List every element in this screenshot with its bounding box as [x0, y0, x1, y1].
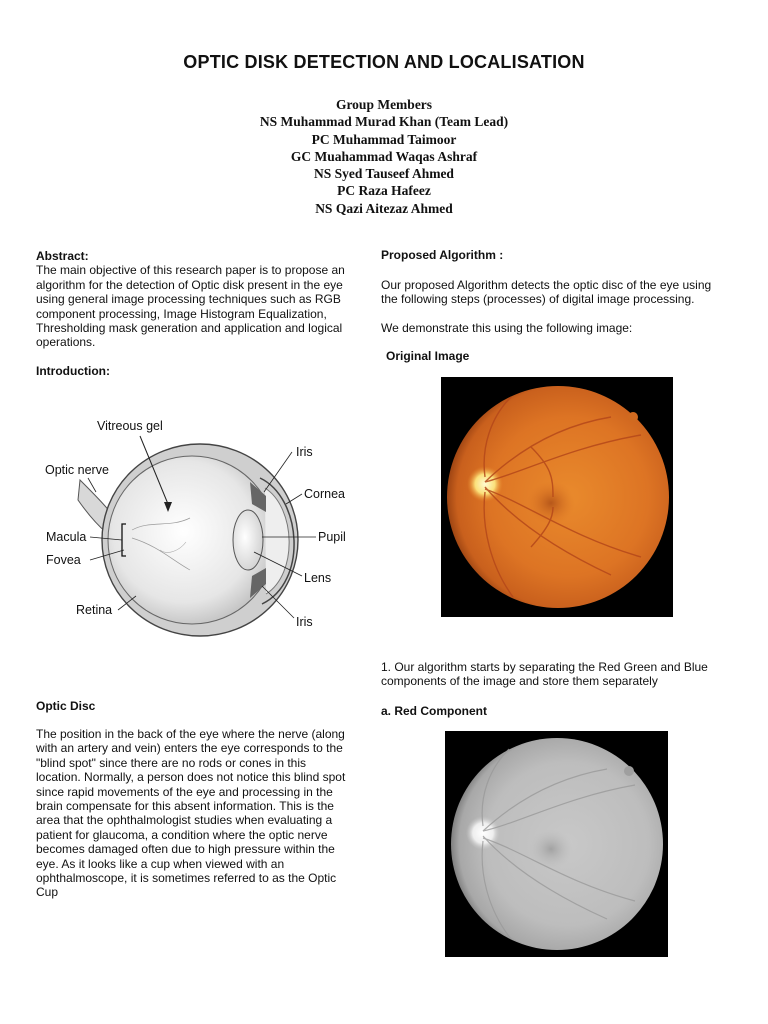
red-component-image	[445, 731, 668, 957]
label-fovea: Fovea	[46, 553, 81, 567]
proposed-line: Our proposed Algorithm detects the optic disc of the eye using	[381, 278, 712, 292]
label-lens: Lens	[304, 571, 332, 585]
member-name: GC Muahammad Waqas Ashraf	[290, 148, 478, 164]
proposed-algorithm-heading: Proposed Algorithm :	[381, 248, 504, 262]
label-macula: Macula	[46, 530, 87, 544]
optic-disc-line: The position in the back of the eye where the nerve (along	[36, 727, 345, 741]
abstract-heading: Abstract:	[36, 249, 89, 263]
optic-disc-line: "blind spot" since there are no rods or cones in this	[36, 755, 306, 770]
original-fundus-image	[441, 377, 673, 617]
label-retina: Retina	[76, 603, 113, 617]
abstract-line: The main objective of this research paper is to propose an	[36, 263, 345, 278]
optic-disc-line: ophthalmoscope, it is sometimes referred to as the Optic	[36, 871, 337, 886]
abstract-line: component processing, Image Histogram Equalization,	[36, 306, 327, 321]
paper-title: OPTIC DISK DETECTION AND LOCALISATION	[183, 52, 585, 72]
eye-anatomy-diagram	[40, 400, 360, 662]
label-pupil: Pupil	[318, 530, 346, 544]
optic-disc-line: Cup	[36, 885, 59, 900]
optic-disc-body	[36, 727, 369, 900]
optic-disc-line: since rapid movements of the eye and processing in the	[36, 784, 333, 799]
label-vitreous-gel: Vitreous gel	[97, 419, 163, 433]
group-members-heading: Group Members	[335, 97, 433, 112]
abstract-body	[36, 263, 369, 349]
member-name: PC Muhammad Taimoor	[311, 131, 457, 147]
label-cornea: Cornea	[304, 487, 345, 501]
optic-disc-line: location. Normally, a person does not notice this blind spot	[36, 770, 346, 785]
abstract-section	[36, 249, 369, 350]
optic-disc-line: becomes damaged often due to high pressure within the	[36, 842, 335, 857]
abstract-line: operations.	[36, 335, 96, 350]
proposed-para2: We demonstrate this using the following image:	[381, 321, 633, 335]
step1-line: 1. Our algorithm starts by separating the Red Green and Blue	[381, 660, 708, 674]
optic-disc-line: eye. As it looks like a cup when viewed with an	[36, 856, 285, 871]
original-image-label: Original Image	[386, 349, 470, 363]
abstract-line: algorithm for the detection of Optic disk present in the eye	[36, 277, 343, 292]
label-optic-nerve: Optic nerve	[45, 463, 109, 477]
label-iris-top: Iris	[296, 445, 313, 459]
member-name: NS Syed Tauseef Ahmed	[314, 166, 454, 182]
introduction-heading: Introduction:	[36, 364, 110, 378]
optic-disc-line: brain compensate for this absent information. This is the	[36, 799, 334, 814]
abstract-line: Thresholding mask generation and application and logical	[36, 321, 343, 336]
optic-disc-line: patient for glaucoma, a condition where the optic nerve	[36, 827, 328, 842]
label-iris-bottom: Iris	[296, 615, 313, 629]
optic-disc-heading: Optic Disc	[36, 699, 96, 713]
member-name: NS Muhammad Murad Khan (Team Lead)	[259, 114, 509, 130]
abstract-line: using general image processing techniques such as RGB	[36, 292, 341, 307]
optic-disc-line: with an artery and vein) enters the eye corresponds to the	[36, 741, 343, 756]
member-name: PC Raza Hafeez	[337, 183, 431, 199]
member-name: NS Qazi Aitezaz Ahmed	[315, 200, 453, 216]
proposed-line: the following steps (processes) of digital image processing.	[381, 292, 695, 307]
step1-paragraph	[381, 660, 733, 689]
optic-disc-line: area that the ophthalmologist studies when evaluating a	[36, 813, 333, 828]
group-members	[0, 96, 768, 217]
proposed-para1	[381, 278, 733, 307]
red-component-label: a. Red Component	[381, 704, 488, 718]
step1-line: components of the image and store them separately	[381, 674, 658, 689]
